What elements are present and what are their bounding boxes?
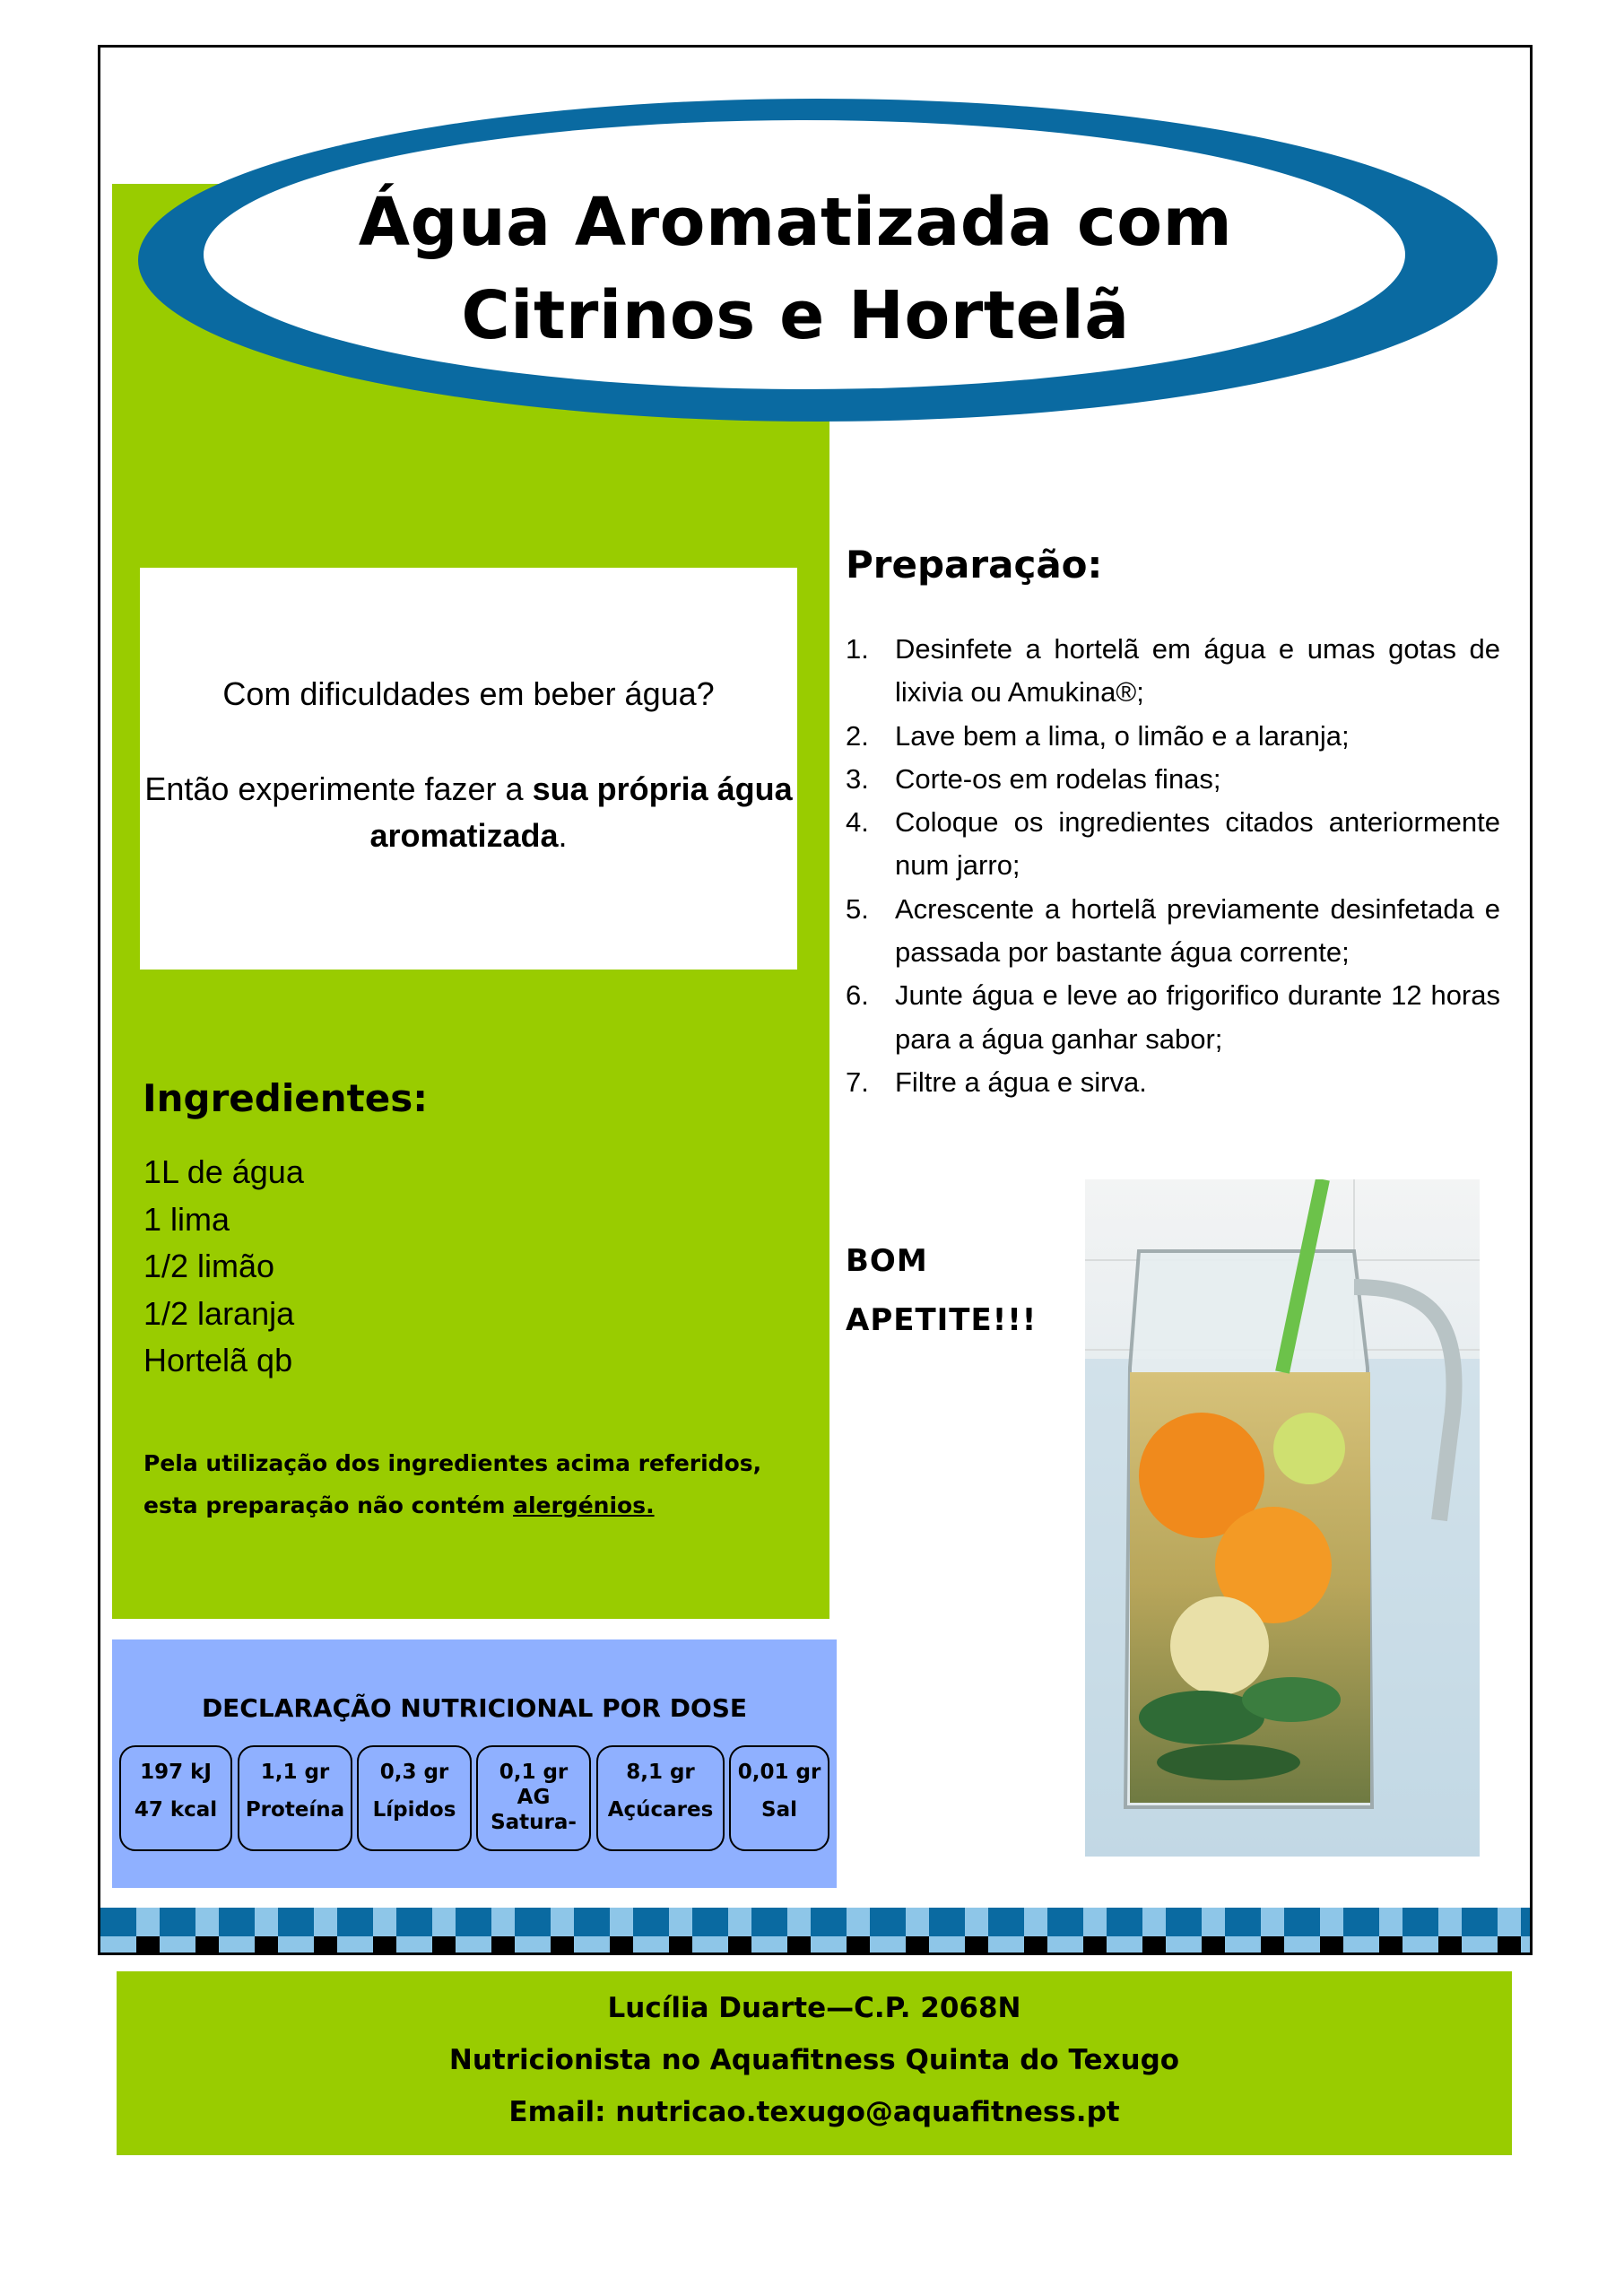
checker-square: [1403, 1908, 1438, 1936]
nutrition-energy: [119, 1745, 232, 1851]
checker-square: [1047, 1908, 1083, 1936]
checker-square: [278, 1908, 314, 1936]
nutrition-label: AG: [517, 1786, 551, 1809]
preparation-heading: Preparação:: [846, 543, 1103, 587]
allergen-note: [143, 1442, 807, 1526]
step-text: Acrescente a hortelã previamente desinfetada e passada por bastante água corrente;: [895, 892, 1500, 969]
allergen-note-text: Pela utilização dos ingredientes acima referidos, esta preparação não contém: [143, 1450, 762, 1518]
checker-square: [195, 1936, 219, 1952]
checker-square: [551, 1936, 574, 1952]
intro-question: Com dificuldades em beber água?: [222, 675, 715, 712]
checker-square: [373, 1936, 396, 1952]
nutrition-label: Satura-: [491, 1811, 577, 1834]
preparation-step: [846, 628, 1500, 715]
checker-square: [1083, 1936, 1107, 1952]
checker-square: [1498, 1936, 1521, 1952]
checker-square: [929, 1908, 965, 1936]
page-title-line-2: Citrinos e Hortelã: [461, 277, 1130, 354]
closing-message: [846, 1231, 1037, 1350]
step-text: Coloque os ingredientes citados anteriormente num jarro;: [895, 806, 1500, 882]
step-text: Junte água e leve ao frigorifico durante 12 horas para a água ganhar sabor;: [895, 979, 1500, 1055]
checker-square: [610, 1936, 633, 1952]
nutrition-label: Sal: [761, 1798, 797, 1822]
intro-invite-end: .: [558, 817, 568, 854]
checker-square: [1024, 1936, 1047, 1952]
checker-square: [1320, 1936, 1343, 1952]
checker-square: [1462, 1908, 1498, 1936]
checker-square: [456, 1908, 491, 1936]
nutrition-sugars: [596, 1745, 725, 1851]
checker-square: [219, 1908, 255, 1936]
intro-invite-text: Então experimente fazer a: [144, 770, 533, 807]
nutrition-value: 1,1 gr: [260, 1761, 330, 1784]
closing-line-1: BOM: [846, 1243, 928, 1279]
nutrition-value: 197 kJ: [140, 1761, 212, 1784]
checker-square: [574, 1908, 610, 1936]
step-number: 3.: [846, 762, 869, 795]
checker-square: [1261, 1936, 1284, 1952]
checker-square: [1166, 1908, 1202, 1936]
nutrition-panel: [112, 1639, 837, 1888]
checker-square: [870, 1908, 906, 1936]
checker-square: [1225, 1908, 1261, 1936]
preparation-steps: [846, 628, 1500, 1104]
step-text: Filtre a água e sirva.: [895, 1065, 1147, 1098]
allergen-note-keyword: alergénios.: [513, 1492, 655, 1518]
checker-square: [633, 1908, 669, 1936]
checker-square: [337, 1908, 373, 1936]
checker-square: [314, 1936, 337, 1952]
ingredient-item: 1 lima: [143, 1200, 230, 1238]
step-number: 1.: [846, 633, 869, 665]
checker-square: [965, 1936, 988, 1952]
preparation-step: [846, 715, 1500, 758]
step-number: 6.: [846, 979, 869, 1012]
checker-square: [1521, 1908, 1530, 1936]
checker-square: [1438, 1936, 1462, 1952]
checker-square: [255, 1936, 278, 1952]
ingredient-item: 1/2 limão: [143, 1248, 275, 1284]
footer-author: Lucília Duarte—C.P. 2068N: [607, 1992, 1021, 2024]
checker-square: [751, 1908, 787, 1936]
nutrition-value: 0,3 gr: [379, 1761, 449, 1784]
checkered-border: [100, 1908, 1530, 1952]
checker-square: [515, 1908, 551, 1936]
nutrition-value: 8,1 gr: [626, 1761, 695, 1784]
pitcher-photo: [1085, 1179, 1480, 1857]
checker-square: [906, 1936, 929, 1952]
ingredient-item: 1/2 laranja: [143, 1294, 295, 1332]
checker-square: [811, 1908, 847, 1936]
checker-square: [669, 1936, 692, 1952]
step-number: 7.: [846, 1065, 869, 1098]
nutrition-label: Lípidos: [372, 1798, 456, 1822]
checker-square: [1379, 1936, 1403, 1952]
checker-square: [432, 1936, 456, 1952]
checker-square: [988, 1908, 1024, 1936]
nutrition-salt: [729, 1745, 829, 1851]
footer-email: Email: nutricao.texugo@aquafitness.pt: [508, 2096, 1120, 2128]
nutrition-protein: [238, 1745, 352, 1851]
nutrition-saturated-fat: [476, 1745, 591, 1851]
page-title-line-1: Água Aromatizada com: [358, 184, 1233, 261]
ingredient-item: 1L de água: [143, 1153, 304, 1190]
preparation-step: [846, 758, 1500, 801]
footer-role: Nutricionista no Aquafitness Quinta do Texugo: [448, 2044, 1180, 2076]
step-text: Lave bem a lima, o limão e a laranja;: [895, 719, 1350, 752]
footer-contact: [117, 1971, 1512, 2155]
ingredients-list: [143, 1149, 304, 1385]
preparation-step: [846, 1061, 1500, 1104]
nutrition-value: 0,1 gr: [499, 1761, 569, 1784]
checker-square: [160, 1908, 195, 1936]
checker-square: [1343, 1908, 1379, 1936]
preparation-step: [846, 801, 1500, 888]
nutrition-value: 0,01 gr: [737, 1761, 821, 1784]
checker-square: [787, 1936, 811, 1952]
intro-box: [140, 568, 797, 970]
nutrition-heading: DECLARAÇÃO NUTRICIONAL POR DOSE: [201, 1693, 748, 1723]
checker-square: [491, 1936, 515, 1952]
page-title: [221, 176, 1369, 362]
nutrition-label: Proteína: [245, 1798, 345, 1822]
checker-square: [728, 1936, 751, 1952]
step-text: Corte-os em rodelas finas;: [895, 762, 1221, 795]
intro-invite-bold: sua própria água aromatizada: [369, 770, 793, 854]
closing-line-2: APETITE!!!: [846, 1302, 1038, 1338]
checker-square: [396, 1908, 432, 1936]
pitcher-illustration: [1085, 1179, 1480, 1857]
ingredient-item: Hortelã qb: [143, 1342, 293, 1378]
preparation-step: [846, 974, 1500, 1061]
checker-square: [1202, 1936, 1225, 1952]
checker-square: [1107, 1908, 1142, 1936]
nutrition-label: 47 kcal: [134, 1798, 218, 1822]
step-number: 5.: [846, 892, 869, 925]
checker-square: [100, 1908, 136, 1936]
title-banner: [136, 97, 1499, 424]
step-number: 2.: [846, 719, 869, 752]
checker-square: [1284, 1908, 1320, 1936]
ingredients-heading: Ingredientes:: [143, 1076, 428, 1120]
recipe-sheet: [98, 45, 1533, 1955]
nutrition-label: Açúcares: [607, 1798, 714, 1822]
step-number: 4.: [846, 806, 869, 839]
checker-square: [136, 1936, 160, 1952]
step-text: Desinfete a hortelã em água e umas gotas de lixivia ou Amukina®;: [895, 633, 1500, 709]
intro-invite: [140, 766, 797, 859]
checker-square: [692, 1908, 728, 1936]
preparation-step: [846, 888, 1500, 975]
nutrition-lipids: [357, 1745, 472, 1851]
checker-square: [847, 1936, 870, 1952]
checker-square: [1142, 1936, 1166, 1952]
